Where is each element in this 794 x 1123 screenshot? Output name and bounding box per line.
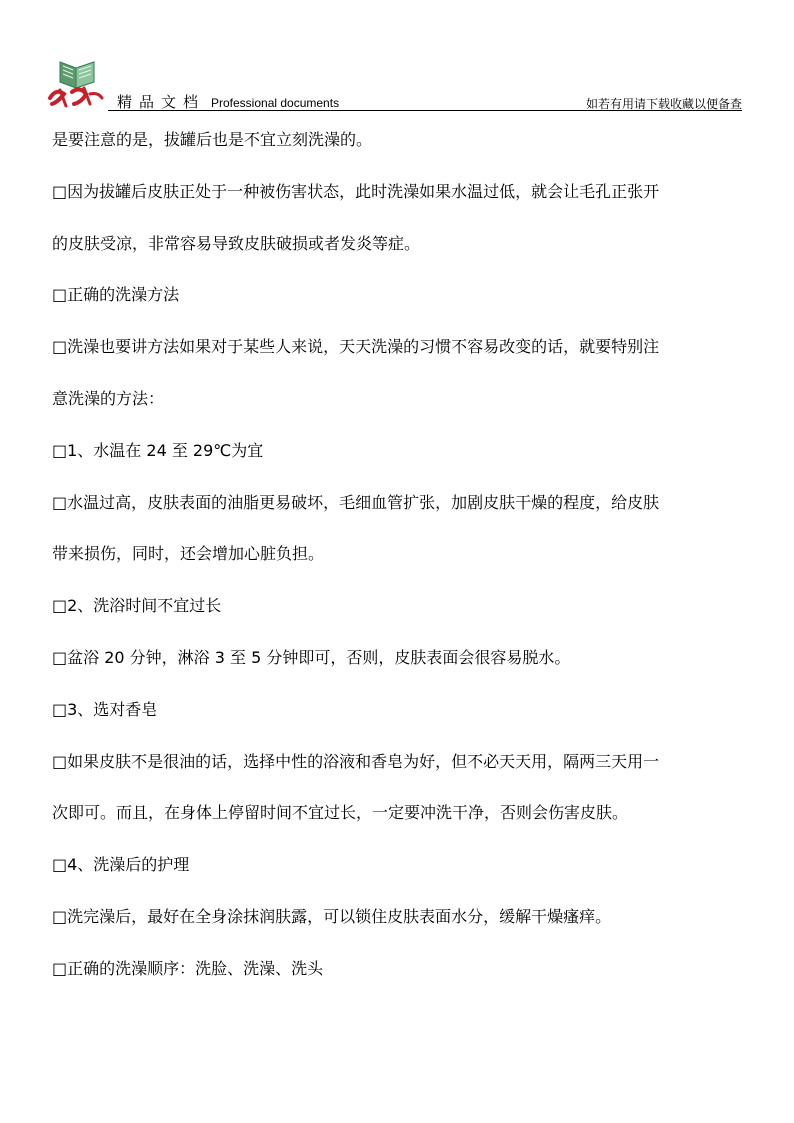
paragraph-line: □洗完澡后，最好在全身涂抹润肤露，可以锁住皮肤表面水分，缓解干燥瘙痒。 xyxy=(52,906,612,926)
paragraph-line: 的皮肤受凉，非常容易导致皮肤破损或者发炎等症。 xyxy=(52,233,421,253)
section-heading: □3、选对香皂 xyxy=(52,699,158,719)
paragraph-line: □因为拔罐后皮肤正处于一种被伤害状态，此时洗澡如果水温过低，就会让毛孔正张开 xyxy=(52,181,660,201)
section-heading: □1、水温在 24 至 29℃为宜 xyxy=(52,440,264,460)
document-body xyxy=(52,122,764,1003)
section-heading: □2、洗浴时间不宜过长 xyxy=(52,596,222,616)
paragraph-line: 带来损伤，同时，还会增加心脏负担。 xyxy=(52,544,325,564)
book-logo-icon xyxy=(46,54,108,108)
paragraph-line: 是要注意的是，拔罐后也是不宜立刻洗澡的。 xyxy=(52,130,373,149)
header-title: 精品文档 xyxy=(117,93,206,111)
paragraph-line: □盆浴 20 分钟，淋浴 3 至 5 分钟即可，否则，皮肤表面会很容易脱水。 xyxy=(52,647,571,667)
header-download-note: 如若有用请下载收藏以便备查 xyxy=(585,97,742,111)
section-heading: □4、洗澡后的护理 xyxy=(52,855,190,875)
paragraph-line: □水温过高，皮肤表面的油脂更易破坏，毛细血管扩张，加剧皮肤干燥的程度，给皮肤 xyxy=(52,492,660,512)
paragraph-line: 意洗澡的方法： xyxy=(52,388,165,408)
page-header xyxy=(0,0,794,112)
paragraph-line: □如果皮肤不是很油的话，选择中性的浴液和香皂为好，但不必天天用，隔两三天用一 xyxy=(52,751,660,771)
header-subtitle: Professional documents xyxy=(211,96,340,110)
paragraph-line: □正确的洗澡顺序：洗脸、洗澡、洗头 xyxy=(52,958,324,978)
paragraph-line: □洗澡也要讲方法如果对于某些人来说，天天洗澡的习惯不容易改变的话，就要特别注 xyxy=(52,337,660,357)
section-heading: □正确的洗澡方法 xyxy=(52,285,180,305)
header-divider xyxy=(108,110,742,111)
paragraph-line: 次即可。而且，在身体上停留时间不宜过长，一定要冲洗干净，否则会伤害皮肤。 xyxy=(52,803,629,823)
zhishi-logo xyxy=(46,54,108,108)
